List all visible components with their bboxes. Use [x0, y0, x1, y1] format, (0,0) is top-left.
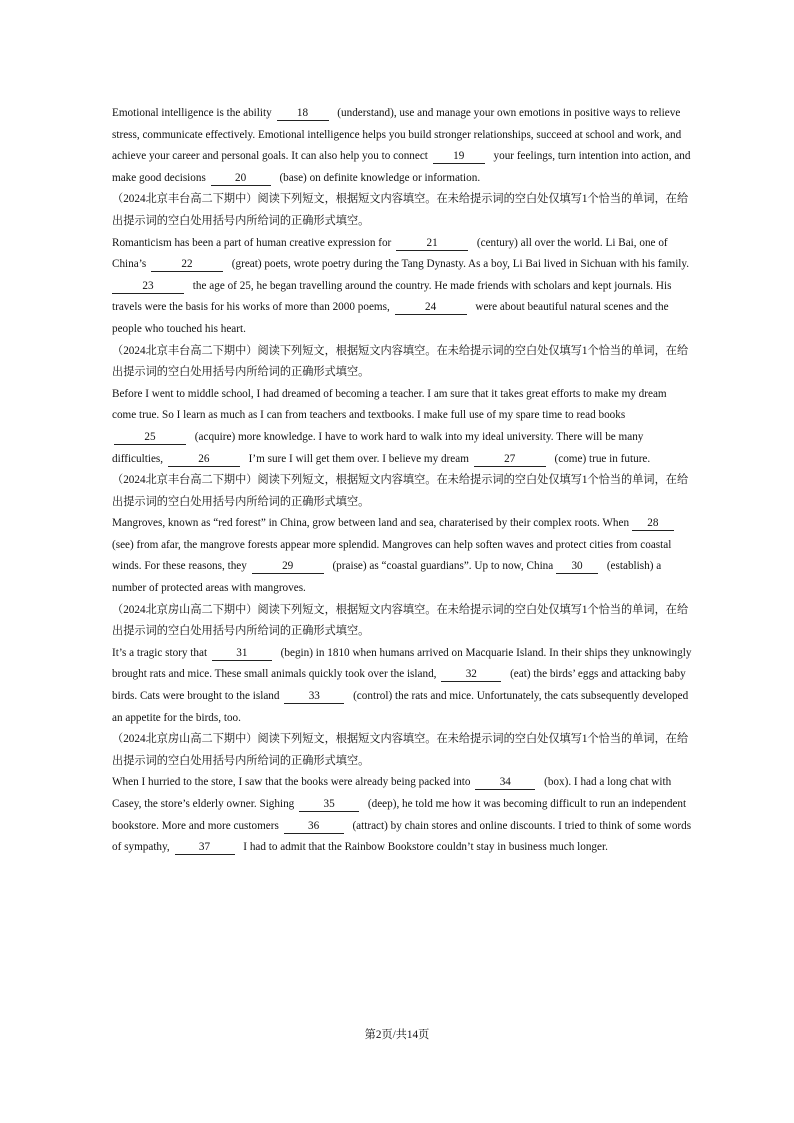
passage-text: (great) poets, wrote poetry during the Tang Dynasty. As a boy, Li Bai lived in Sichuan with his family.: [228, 258, 690, 271]
passage-text: the age of 25, he began travelling around the country. He made friends with scholars and kept journals. His travels were the basis for his works of more than 2000 poems,: [112, 279, 672, 314]
blank-28: 28: [632, 517, 674, 531]
passage-text: (century) all over the world. Li Bai, one of China’s: [112, 236, 668, 271]
blank-23: 23: [112, 280, 184, 294]
source-note: （2024北京丰台高二下期中）阅读下列短文，根据短文内容填空。在未给提示词的空白处仅填写1个恰当的单词，在给出提示词的空白处用括号内所给词的正确形式填空。: [112, 344, 689, 379]
passage-text: Before I went to middle school, I had dreamed of becoming a teacher. I am sure that it takes great efforts to make my dream come true. So I learn as much as I can from teachers and textbooks. I make full use of my spare time to read books: [112, 387, 667, 422]
blank-27: 27: [474, 453, 546, 467]
passage-5: [112, 643, 692, 729]
passage-text: (establish) a number of protected areas with mangroves.: [112, 560, 662, 595]
passage-text: Emotional intelligence is the ability: [112, 107, 275, 119]
passage-text: It’s a tragic story that: [112, 646, 210, 659]
blank-19: 19: [433, 150, 485, 164]
source-note: （2024北京房山高二下期中）阅读下列短文，根据短文内容填空。在未给提示词的空白处仅填写1个恰当的单词，在给出提示词的空白处用括号内所给词的正确形式填空。: [112, 733, 689, 767]
passage-text: I had to admit that the Rainbow Bookstore couldn’t stay in business much longer.: [240, 841, 608, 854]
passage-text: Mangroves, known as “red forest” in China, grow between land and sea, charaterised by their complex roots. When: [112, 517, 632, 530]
passage-text: (deep), he told me how it was becoming difficult to run an independent bookstore. More and more customers: [112, 798, 687, 832]
source-note: （2024北京丰台高二下期中）阅读下列短文，根据短文内容填空。在未给提示词的空白处仅填写1个恰当的单词，在给出提示词的空白处用括号内所给词的正确形式填空。: [112, 474, 689, 508]
passage-3: [112, 384, 692, 470]
blank-18: 18: [277, 107, 329, 121]
passage-2: [112, 233, 692, 341]
blank-24: 24: [395, 301, 467, 315]
page-number: 第2页/共14页: [364, 1029, 430, 1041]
blank-29: 29: [252, 560, 324, 574]
source-note: （2024北京房山高二下期中）阅读下列短文，根据短文内容填空。在未给提示词的空白处仅填写1个恰当的单词，在给出提示词的空白处用括号内所给词的正确形式填空。: [112, 603, 689, 638]
blank-21: 21: [396, 237, 468, 251]
passage-text: (praise) as “coastal guardians”. Up to now, China: [329, 560, 557, 573]
passage-text: I’m sure I will get them over. I believe my dream: [245, 452, 472, 465]
blank-37: 37: [175, 841, 235, 855]
passage-text: were about beautiful natural scenes and the people who touched his heart.: [112, 301, 669, 335]
blank-30: 30: [556, 560, 598, 574]
passage-text: Romanticism has been a part of human creative expression for: [112, 236, 395, 249]
document-body: [112, 103, 692, 859]
passage-text: (begin) in 1810 when humans arrived on Macquarie Island. In their ships they unknowingly brought rats and mice. These small animals quickly took over the island,: [112, 646, 692, 681]
blank-32: 32: [441, 668, 501, 682]
blank-22: 22: [151, 258, 223, 272]
passage-text: your feelings, turn intention into action, and make good decisions: [112, 150, 691, 184]
passage-4: [112, 513, 692, 599]
blank-35: 35: [299, 798, 359, 812]
blank-26: 26: [168, 453, 240, 467]
passage-text: (come) true in future.: [551, 452, 651, 465]
blank-34: 34: [475, 776, 535, 790]
passage-text: (eat) the birds’ eggs and attacking baby birds. Cats were brought to the island: [112, 668, 686, 703]
blank-31: 31: [212, 647, 272, 661]
passage-text: (base) on definite knowledge or information.: [276, 171, 481, 184]
passage-text: (box). I had a long chat with Casey, the store’s elderly owner. Sighing: [112, 776, 672, 810]
passage-text: (attract) by chain stores and online discounts. I tried to think of some words of sympathy,: [112, 819, 692, 854]
blank-25: 25: [114, 431, 186, 445]
passage-text: (understand), use and manage your own emotions in positive ways to relieve stress, communicate effectively. Emotional intelligence helps you build stronger relationships, succeed at school and work, and achieve your career and personal goals. It can also help you to connect: [112, 107, 682, 163]
passage-6: [112, 772, 692, 858]
passage-text: (acquire) more knowledge. I have to work hard to walk into my ideal university. There will be many difficulties,: [112, 430, 644, 465]
blank-20: 20: [211, 172, 271, 186]
passage-text: When I hurried to the store, I saw that the books were already being packed into: [112, 776, 474, 789]
passage-text: (control) the rats and mice. Unfortunately, the cats subsequently developed an appetite for the birds, too.: [112, 690, 689, 724]
blank-36: 36: [284, 820, 344, 834]
blank-33: 33: [284, 690, 344, 704]
passage-1: [112, 103, 692, 189]
source-note: （2024北京丰台高二下期中）阅读下列短文，根据短文内容填空。在未给提示词的空白处仅填写1个恰当的单词，在给出提示词的空白处用括号内所给词的正确形式填空。: [112, 193, 689, 227]
passage-text: (see) from afar, the mangrove forests appear more splendid. Mangroves can help soften waves and protect cities from coastal winds. For these reasons, they: [112, 538, 672, 573]
